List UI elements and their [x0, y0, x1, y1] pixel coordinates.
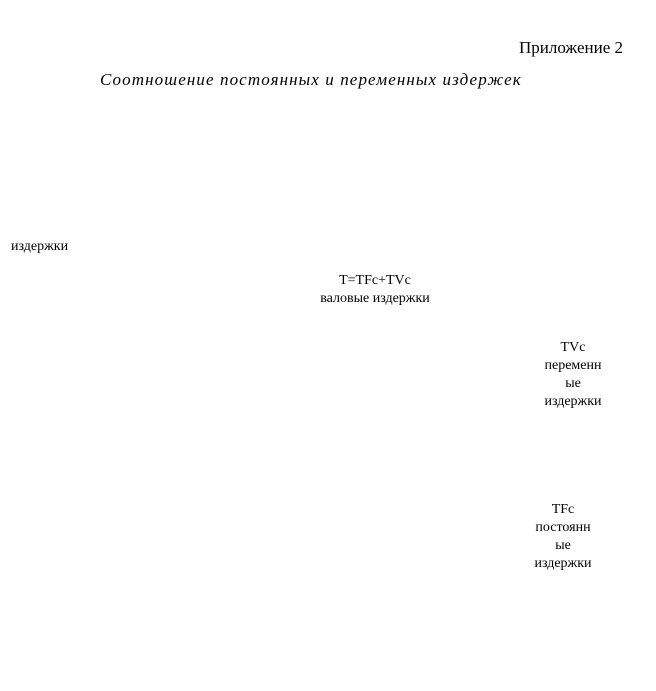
fixed-cost-caption-line: постоянн	[535, 520, 591, 535]
total-cost-formula: T=TFc+TVc	[339, 273, 411, 288]
appendix-label: Приложение 2	[519, 38, 623, 57]
variable-cost-caption-line: ые	[565, 376, 581, 391]
variable-cost-label	[532, 339, 614, 411]
total-cost-label	[305, 272, 445, 308]
fixed-cost-symbol: TFc	[551, 502, 575, 517]
page-title: Соотношение постоянных и переменных издержек	[100, 70, 522, 89]
total-cost-caption: валовые издержки	[320, 291, 430, 306]
variable-cost-caption-line: издержки	[544, 394, 602, 409]
fixed-cost-caption-line: ые	[555, 538, 571, 553]
fixed-cost-label	[522, 501, 604, 573]
variable-cost-symbol: TVc	[560, 340, 586, 355]
variable-cost-caption-line: переменн	[544, 358, 602, 373]
fixed-cost-caption-line: издержки	[534, 556, 592, 571]
y-axis-label: издержки	[11, 239, 69, 254]
